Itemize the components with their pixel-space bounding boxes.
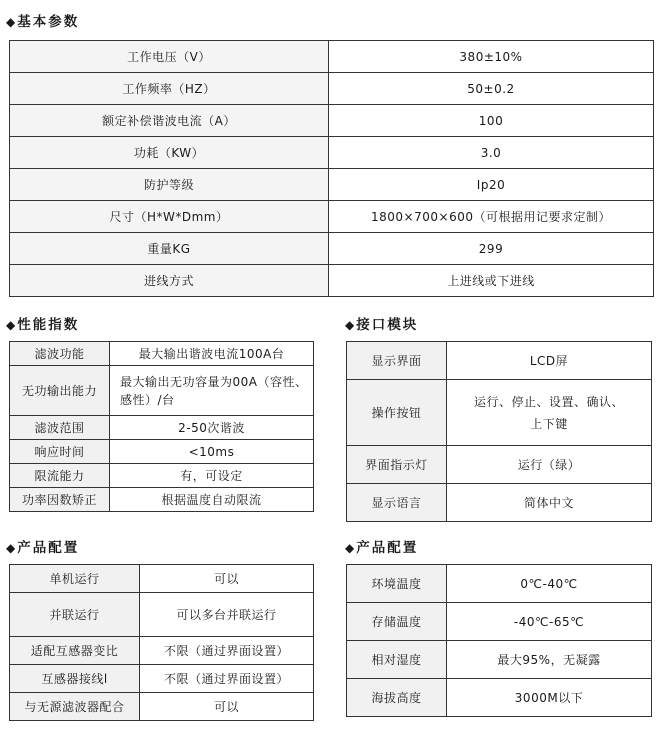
interface-value: 运行、停止、设置、确认、上下键 [447,380,652,446]
section-title-config-right [345,540,418,556]
config-label: 单机运行 [10,565,140,593]
section-title-interface [345,317,418,333]
perf-label: 滤波范围 [10,416,110,440]
section-title-performance-text: 性能指数 [17,317,80,333]
param-value: 299 [329,233,654,265]
perf-label: 响应时间 [10,440,110,464]
env-label: 海拔高度 [347,679,447,717]
param-value: 3.0 [329,137,654,169]
diamond-bullet-icon: ◆ [6,15,16,29]
param-label: 尺寸（H*W*Dmm） [10,201,329,233]
table-row [347,380,652,446]
section-title-config-right-text: 产品配置 [356,540,419,556]
table-row [10,637,314,665]
performance-table [9,341,314,512]
section-title-basic-text: 基本参数 [17,14,80,30]
perf-value: 有，可设定 [110,464,314,488]
table-row [10,201,654,233]
perf-value: 最大输出谐波电流100A台 [110,342,314,366]
perf-value: 最大输出无功容量为00A（容性、感性）/台 [110,366,314,416]
table-row [10,169,654,201]
env-value: 0℃-40℃ [447,565,652,603]
env-value: -40℃-65℃ [447,603,652,641]
param-label: 防护等级 [10,169,329,201]
section-title-config-left [6,540,79,556]
table-row [10,464,314,488]
table-row [347,484,652,522]
interface-label: 显示界面 [347,342,447,380]
env-label: 存储温度 [347,603,447,641]
config-value: 可以多台并联运行 [140,593,314,637]
interface-value: LCD屏 [447,342,652,380]
table-row [10,565,314,593]
interface-value: 运行（绿） [447,446,652,484]
table-row [347,342,652,380]
config-label: 适配互感器变比 [10,637,140,665]
perf-label: 无功输出能力 [10,366,110,416]
env-value: 3000M以下 [447,679,652,717]
perf-label: 功率因数矫正 [10,488,110,512]
interface-value: 简体中文 [447,484,652,522]
perf-value: <10ms [110,440,314,464]
table-row [10,233,654,265]
perf-value: 2-50次谐波 [110,416,314,440]
param-value: 50±0.2 [329,73,654,105]
basic-params-table [9,40,654,297]
table-row [10,693,314,721]
diamond-bullet-icon: ◆ [345,318,355,332]
section-title-performance [6,317,79,333]
table-row [10,41,654,73]
config-left-table [9,564,314,721]
param-label: 工作电压（V） [10,41,329,73]
table-row [10,105,654,137]
diamond-bullet-icon: ◆ [345,541,355,555]
param-label: 重量KG [10,233,329,265]
param-label: 工作频率（HZ） [10,73,329,105]
param-label: 额定补偿谐波电流（A） [10,105,329,137]
config-value: 不限（通过界面设置） [140,665,314,693]
table-row [10,73,654,105]
table-row [10,593,314,637]
table-row [10,665,314,693]
perf-label: 滤波功能 [10,342,110,366]
config-value: 可以 [140,565,314,593]
table-row [10,416,314,440]
param-label: 进线方式 [10,265,329,297]
section-title-config-left-text: 产品配置 [17,540,80,556]
table-row [347,565,652,603]
table-row [10,265,654,297]
param-value: Ip20 [329,169,654,201]
env-label: 环境温度 [347,565,447,603]
config-value: 可以 [140,693,314,721]
param-value: 上进线或下进线 [329,265,654,297]
env-value: 最大95%，无凝露 [447,641,652,679]
diamond-bullet-icon: ◆ [6,318,16,332]
config-right-table [346,564,652,717]
section-title-basic [6,14,79,30]
interface-label: 操作按钮 [347,380,447,446]
table-row [10,488,314,512]
interface-table [346,341,652,522]
param-value: 380±10% [329,41,654,73]
diamond-bullet-icon: ◆ [6,541,16,555]
config-label: 互感器接线l [10,665,140,693]
interface-label: 显示语言 [347,484,447,522]
table-row [347,641,652,679]
env-label: 相对湿度 [347,641,447,679]
config-value: 不限（通过界面设置） [140,637,314,665]
section-title-interface-text: 接口模块 [356,317,419,333]
perf-value: 根据温度自动限流 [110,488,314,512]
config-label: 与无源滤波器配合 [10,693,140,721]
table-row [10,366,314,416]
table-row [10,440,314,464]
perf-label: 限流能力 [10,464,110,488]
interface-label: 界面指示灯 [347,446,447,484]
param-value: 100 [329,105,654,137]
table-row [10,137,654,169]
table-row [347,446,652,484]
param-label: 功耗（KW） [10,137,329,169]
table-row [10,342,314,366]
table-row [347,679,652,717]
table-row [347,603,652,641]
param-value: 1800×700×600（可根据用记要求定制） [329,201,654,233]
config-label: 并联运行 [10,593,140,637]
